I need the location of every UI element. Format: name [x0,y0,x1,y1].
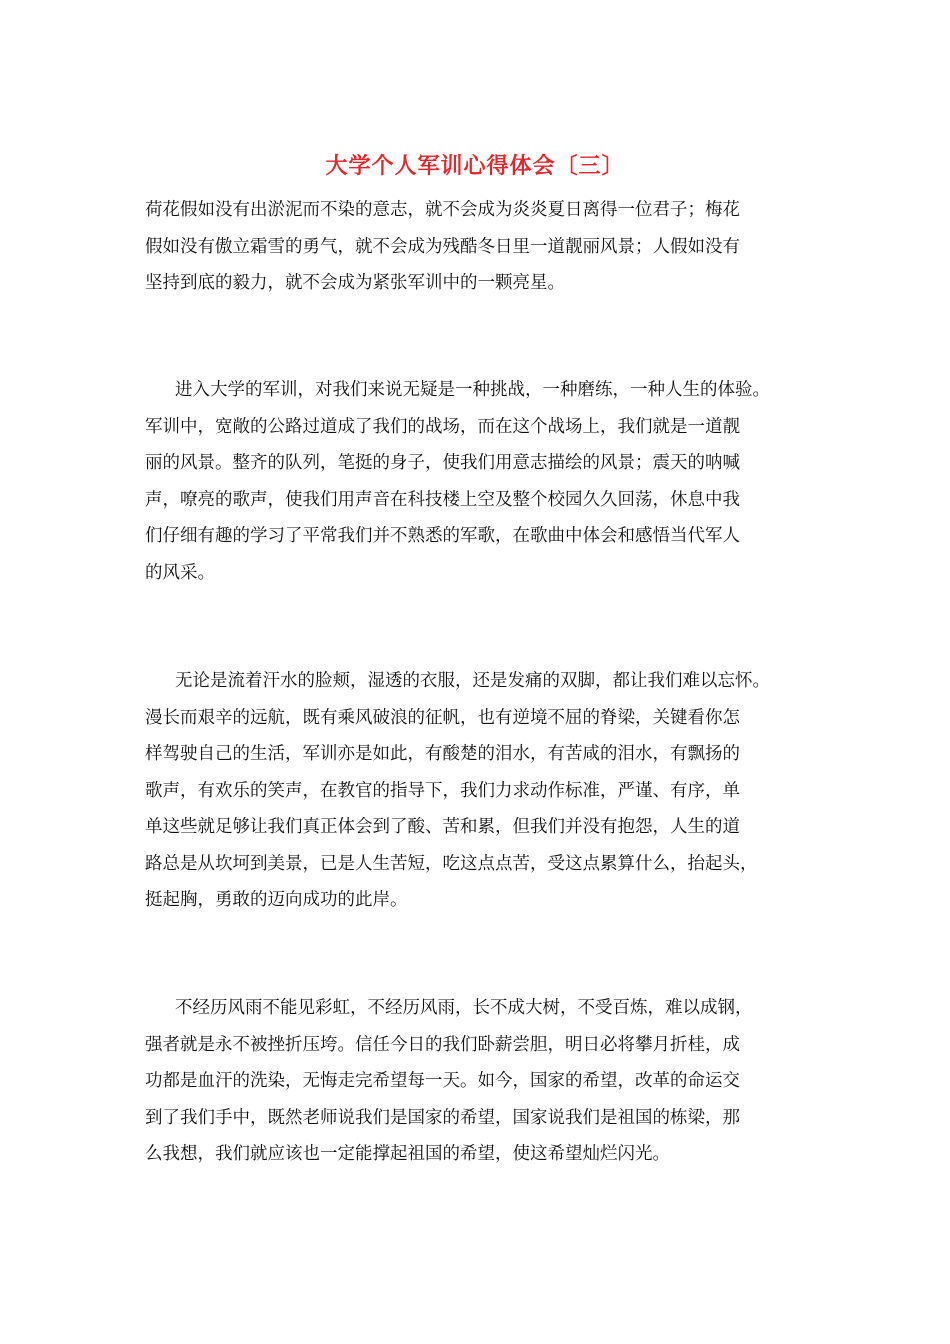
paragraph-line: 路总是从坎坷到美景，已是人生苦短，吃这点点苦，受这点累算什么，抬起头， [145,853,758,874]
paragraph-line: 样驾驶自己的生活，军训亦是如此，有酸楚的泪水，有苦咸的泪水，有飘扬的 [145,744,740,764]
paragraph-line: 坚持到底的毅力，就不会成为紧张军训中的一颗亮星。 [145,273,565,293]
paragraph-line: 挺起胸，勇敢的迈向成功的此岸。 [145,890,408,910]
paragraph-3 [145,663,845,919]
paragraph-line: 丽的风景。整齐的队列，笔挺的身子，使我们用意志描绘的风景；震天的呐喊 [145,453,740,473]
paragraph-line: 漫长而艰辛的远航，既有乘风破浪的征帆，也有逆境不屈的脊梁，关键看你怎 [145,707,740,728]
paragraph-2 [145,372,845,591]
paragraph-line: 么我想，我们就应该也一定能撑起祖国的希望，使这希望灿烂闪光。 [145,1144,670,1164]
paragraph-line: 功都是血汗的洗染，无悔走完希望每一天。如今，国家的希望，改革的命运交 [145,1071,740,1091]
paragraph-line: 歌声，有欢乐的笑声，在教官的指导下，我们力求动作标准，严谨、有序，单 [145,780,740,801]
document-title: 大学个人军训心得体会〔三〕 [325,153,625,179]
paragraph-line: 到了我们手中，既然老师说我们是国家的希望，国家说我们是祖国的栋梁，那 [145,1107,740,1128]
paragraph-line: 声，嘹亮的歌声，使我们用声音在科技楼上空及整个校园久久回荡，休息中我 [145,489,740,510]
paragraph-line: 们仔细有趣的学习了平常我们并不熟悉的军歌，在歌曲中体会和感悟当代军人 [145,526,740,546]
paragraph-1 [145,192,845,302]
paragraph-line: 假如没有傲立霜雪的勇气，就不会成为残酷冬日里一道靓丽风景；人假如没有 [145,236,740,257]
paragraph-line: 荷花假如没有出淤泥而不染的意志，就不会成为炎炎夏日离得一位君子；梅花 [145,200,740,220]
paragraph-4 [145,990,845,1173]
paragraph-line: 的风采。 [145,562,215,583]
paragraph-line: 无论是流着汗水的脸颊，湿透的衣服，还是发痛的双脚，都让我们难以忘怀。 [175,671,770,691]
paragraph-line: 单这些就足够让我们真正体会到了酸、苦和累，但我们并没有抱怨，人生的道 [145,817,740,837]
paragraph-line: 强者就是永不被挫折压垮。信任今日的我们卧薪尝胆，明日必将攀月折桂，成 [145,1034,740,1055]
paragraph-line: 进入大学的军训，对我们来说无疑是一种挑战，一种磨练，一种人生的体验。 [175,380,770,400]
paragraph-line: 不经历风雨不能见彩虹，不经历风雨，长不成大树，不受百炼，难以成钢， [175,998,753,1018]
paragraph-line: 军训中，宽敞的公路过道成了我们的战场，而在这个战场上，我们就是一道靓 [145,416,740,437]
